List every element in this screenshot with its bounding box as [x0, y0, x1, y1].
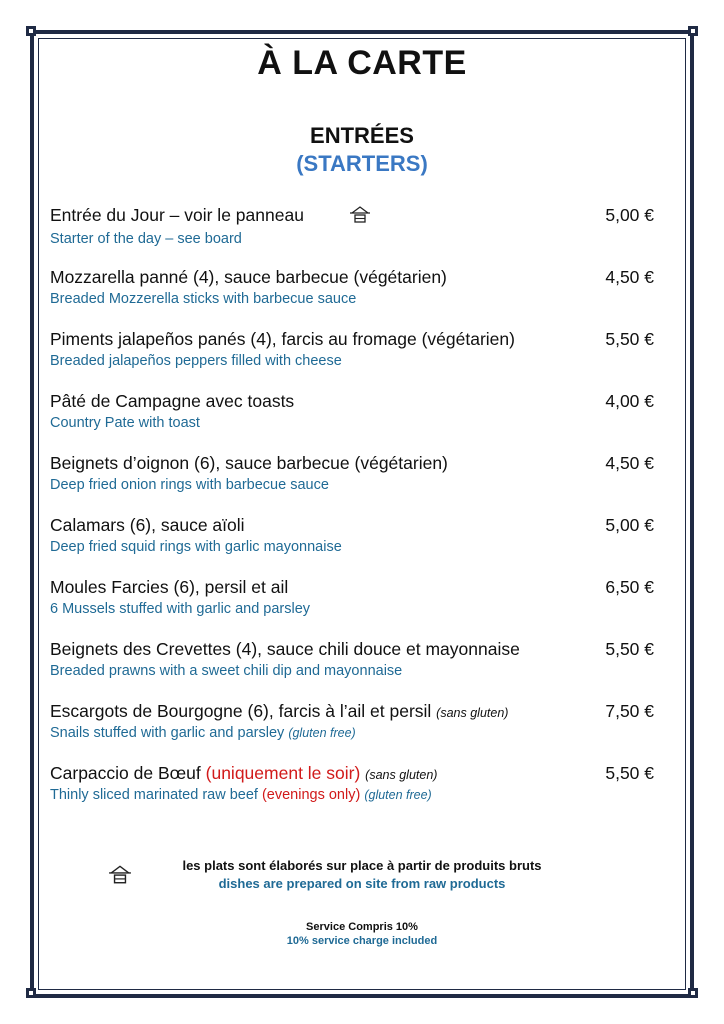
item-name: Calamars (6), sauce aïoli [50, 515, 245, 535]
section-title-fr: ENTRÉES [310, 123, 414, 148]
service-note [50, 921, 674, 947]
house-icon [349, 205, 371, 228]
section-title-en: (STARTERS) [296, 151, 428, 176]
item-price: 4,50 € [605, 267, 654, 287]
menu-item [50, 577, 674, 639]
item-description: 6 Mussels stuffed with garlic and parsley [50, 601, 311, 617]
service-note-en: 10% service charge included [286, 935, 438, 947]
homemade-note-en: dishes are prepared on site from raw products [218, 876, 506, 891]
menu-item [50, 205, 674, 267]
menu-item [50, 329, 674, 391]
homemade-note-fr: les plats sont élaborés sur place à partir de produits bruts [182, 858, 542, 873]
item-note-en: (gluten free) [288, 726, 356, 740]
menu-item [50, 453, 674, 515]
homemade-note [50, 858, 674, 891]
page-title: À LA CARTE [257, 44, 467, 82]
service-note-fr: Service Compris 10% [306, 921, 418, 933]
menu-item [50, 701, 674, 763]
item-description: Deep fried squid rings with garlic mayonnaise [50, 539, 342, 555]
item-description: Breaded Mozzerella sticks with barbecue sauce [50, 291, 357, 307]
item-name: Beignets d’oignon (6), sauce barbecue (végétarien) [50, 453, 448, 473]
item-price: 5,50 € [605, 329, 654, 349]
item-name: Escargots de Bourgogne (6), farcis à l’ail et persil [50, 701, 432, 721]
item-price: 5,00 € [605, 205, 654, 225]
item-price: 4,50 € [605, 453, 654, 473]
item-availability: (uniquement le soir) [205, 763, 361, 783]
menu-items [50, 205, 674, 825]
item-description: Country Pate with toast [50, 415, 200, 431]
item-name: Carpaccio de Bœuf [50, 763, 201, 783]
item-description: Snails stuffed with garlic and parsley [50, 725, 285, 741]
item-name: Piments jalapeños panés (4), farcis au fromage (végétarien) [50, 329, 515, 349]
menu-content [50, 40, 674, 825]
house-icon [108, 864, 132, 889]
item-name: Mozzarella panné (4), sauce barbecue (végétarien) [50, 267, 447, 287]
corner-ornament-bottom-left [26, 988, 36, 998]
item-price: 7,50 € [605, 701, 654, 721]
corner-ornament-top-right [688, 26, 698, 36]
menu-item [50, 639, 674, 701]
item-price: 4,00 € [605, 391, 654, 411]
item-note-en: (gluten free) [364, 788, 432, 802]
item-price: 5,50 € [605, 763, 654, 783]
corner-ornament-top-left [26, 26, 36, 36]
item-availability-en: (evenings only) [261, 787, 361, 803]
item-description: Deep fried onion rings with barbecue sauce [50, 477, 329, 493]
item-price: 6,50 € [605, 577, 654, 597]
item-description: Breaded prawns with a sweet chili dip and mayonnaise [50, 663, 403, 679]
item-name: Pâté de Campagne avec toasts [50, 391, 295, 411]
item-name: Beignets des Crevettes (4), sauce chili douce et mayonnaise [50, 639, 520, 659]
item-description: Thinly sliced marinated raw beef [50, 787, 258, 803]
item-price: 5,00 € [605, 515, 654, 535]
item-description: Breaded jalapeños peppers filled with cheese [50, 353, 342, 369]
item-note: (sans gluten) [365, 768, 438, 782]
item-note: (sans gluten) [436, 706, 509, 720]
menu-item [50, 515, 674, 577]
item-name: Moules Farcies (6), persil et ail [50, 577, 289, 597]
item-price: 5,50 € [605, 639, 654, 659]
footer [50, 858, 674, 947]
menu-item [50, 391, 674, 453]
item-description: Starter of the day – see board [50, 231, 242, 247]
item-name: Entrée du Jour – voir le panneau [50, 205, 304, 226]
menu-item [50, 267, 674, 329]
menu-item [50, 763, 674, 825]
corner-ornament-bottom-right [688, 988, 698, 998]
